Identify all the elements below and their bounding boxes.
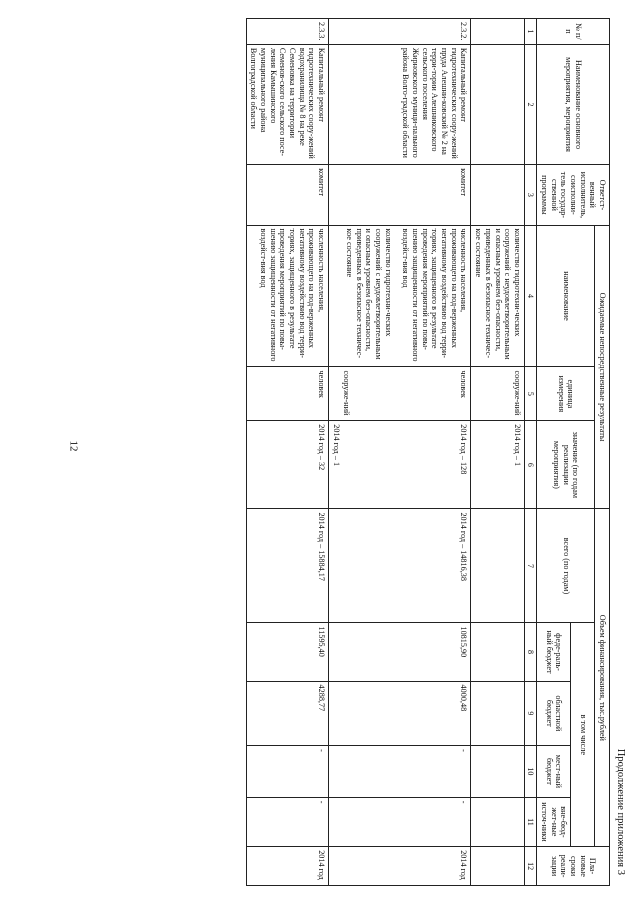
column-number: 2: [524, 44, 536, 164]
row-term: [471, 847, 524, 886]
result-unit: человек: [459, 370, 469, 398]
row-fin-local: -: [246, 746, 328, 798]
header-num: № п/п: [537, 19, 610, 45]
row-event-name: Капитальный ремонт гидротехнических соору-жений водохранилища № 8 на реке Семеновка на территории Семенов-ского сельского посе-ления Камышинского муниципального района Волгоградской области: [246, 44, 328, 164]
row-executor: комитет: [246, 165, 328, 225]
column-number: 9: [524, 681, 536, 746]
header-executor: Ответст-венный исполнитель, соисполни-тель государ-ственной программы: [537, 165, 610, 225]
page-number: 12: [67, 440, 80, 452]
column-number: 1: [524, 19, 536, 45]
header-fin-total: всего (по годам): [537, 509, 595, 623]
header-result-unit: единица измерения: [537, 367, 595, 421]
column-number: 8: [524, 623, 536, 681]
row-executor: [471, 165, 524, 225]
appendix-caption: Продолжение приложения 3: [615, 748, 626, 875]
row-result-unit: сооруже-ний: [471, 367, 524, 421]
column-number-row: [524, 19, 536, 886]
column-number: 10: [524, 746, 536, 798]
header-fin-regional: областной бюджет: [537, 681, 571, 746]
row-fin-local: -: [329, 746, 471, 798]
column-number: 3: [524, 165, 536, 225]
row-fin-federal: 10815,90: [329, 623, 471, 681]
row-fin-regional: [471, 681, 524, 746]
row-fin-federal: [471, 623, 524, 681]
result-name: численность населения, проживающего на под-верженных негативному воздействию вод терри-ториях, защищенного в результате проведения мероприятий по повы-шению защищенности от негативного воздейст-вия вод: [401, 228, 469, 362]
result-name: количество гидротехни-ческих сооружений с неудовлетворительным и опасным уровнем без-опасности, приведенных в безопасное техничес-кое состояние: [345, 228, 393, 360]
row-fin-regional: 4000,48: [329, 681, 471, 746]
header-expected-results: Ожидаемые непосредственные результаты: [595, 225, 610, 509]
table-row: [329, 19, 471, 886]
row-fin-total: 2014 год – 15884,17: [246, 509, 328, 623]
row-fin-local: [471, 746, 524, 798]
row-num: [471, 19, 524, 45]
column-number: 7: [524, 509, 536, 623]
row-event-name: [471, 44, 524, 164]
header-event-name: Наименование основного мероприятия, мероприятия: [537, 44, 610, 164]
result-unit: сооруже-ний: [341, 370, 351, 416]
table-row: [471, 19, 524, 886]
row-executor: комитет: [329, 165, 471, 225]
row-term: 2014 год: [246, 847, 328, 886]
row-fin-regional: 4288,77: [246, 681, 328, 746]
row-result-names: [329, 225, 471, 367]
financing-table: [246, 18, 610, 886]
header-fin-local: мест-ный бюджет: [537, 746, 571, 798]
row-fin-extra: -: [329, 797, 471, 847]
row-result-name: численность населения, проживающего на под-верженных негативному воздействию вод терри-ториях, защищенного в результате проведения мероприятий по повы-шению защищенности от негативного воздейст-вия вод: [246, 225, 328, 367]
header-financing: Объем финансирования, тыс.рублей: [595, 509, 610, 847]
column-number: 5: [524, 367, 536, 421]
header-terms: Пла-новые сроки реали-зации: [537, 847, 610, 886]
row-fin-extra: -: [246, 797, 328, 847]
row-event-name: Капитальный ремонт гидротехнических соору-жений пруда Алешни-ковский № 2 на терри-тории Алешниковского сельского поселения Жирновского муници-пального района Волго-градской области: [329, 44, 471, 164]
header-fin-federal: феде-раль-ный бюджет: [537, 623, 571, 681]
row-result-value: 2014 год – 1: [471, 421, 524, 509]
result-value: 2014 год – 1: [331, 424, 341, 467]
row-result-units: [329, 367, 471, 421]
header-fin-including: в том числе: [571, 623, 595, 847]
row-result-name: количество гидротехни-ческих сооружений с неудовлетворительным и опасным уровнем без-опасности, приведенных в безопасное техничес-кое состояние: [471, 225, 524, 367]
column-number: 11: [524, 797, 536, 847]
header-result-name: наименование: [537, 225, 595, 367]
table-row: [246, 19, 328, 886]
row-fin-total: 2014 год – 14816,38: [329, 509, 471, 623]
header-fin-extra: вне-бюд-жет-ные источ-ники: [537, 797, 571, 847]
row-num: 2.3.3.: [246, 19, 328, 45]
row-result-value: 2014 год – 32: [246, 421, 328, 509]
column-number: 12: [524, 847, 536, 886]
row-result-values: [329, 421, 471, 509]
row-fin-federal: 11595,40: [246, 623, 328, 681]
column-number: 4: [524, 225, 536, 367]
row-num: 2.3.2.: [329, 19, 471, 45]
row-fin-total: [471, 509, 524, 623]
header-result-value: значение (по годам реализации мероприятия): [537, 421, 595, 509]
result-value: 2014 год – 128: [459, 424, 469, 475]
row-fin-extra: [471, 797, 524, 847]
column-number: 6: [524, 421, 536, 509]
row-term: 2014 год: [329, 847, 471, 886]
row-result-unit: человек: [246, 367, 328, 421]
